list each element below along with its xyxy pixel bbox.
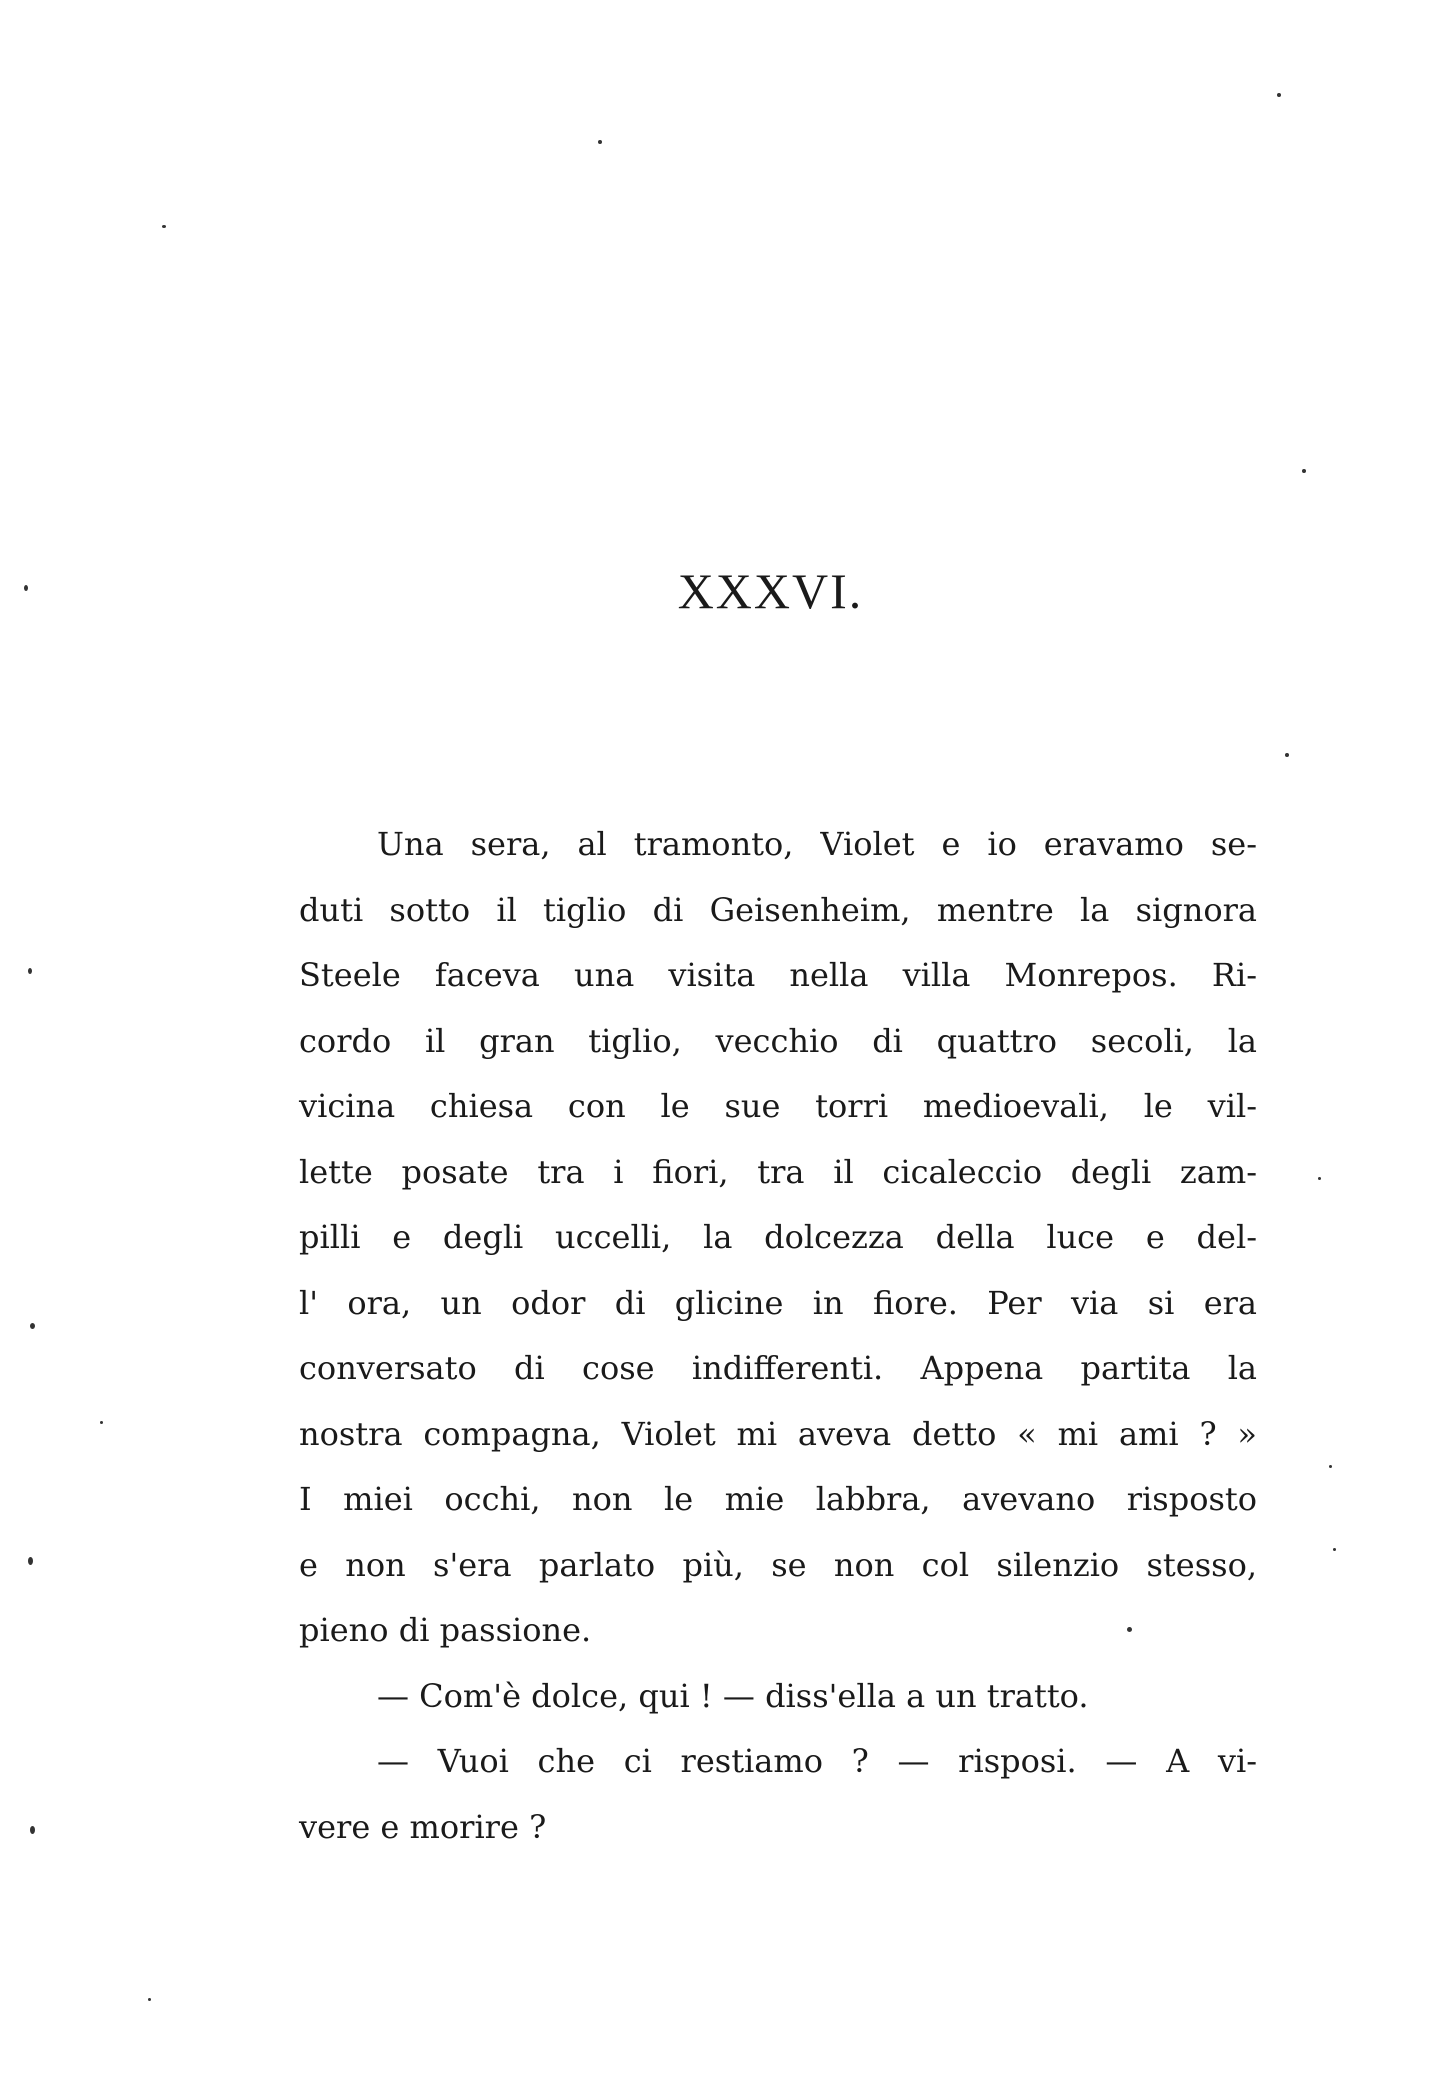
- text-line: pieno di passione.: [299, 1611, 592, 1649]
- speck: [24, 585, 28, 591]
- text-line: duti sotto il tiglio di Geisenheim, mentre la signora: [299, 890, 1257, 929]
- speck: [30, 1826, 35, 1834]
- chapter-title: XXXVI.: [677, 563, 864, 619]
- body-text: [299, 812, 1257, 1860]
- text-line: lette posate tra i fiori, tra il cicaleccio degli zam-: [299, 1152, 1257, 1191]
- speck: [1318, 1177, 1321, 1180]
- text-line: vicina chiesa con le sue torri medioevali, le vil-: [299, 1087, 1257, 1125]
- text-line: nostra compagna, Violet mi aveva detto « mi ami ? »: [299, 1414, 1257, 1453]
- speck: [598, 140, 602, 144]
- speck: [162, 225, 166, 228]
- speck: [1302, 469, 1306, 473]
- speck: [1333, 1548, 1336, 1551]
- speck: [1127, 1627, 1132, 1632]
- text-line: pilli e degli uccelli, la dolcezza della luce e del-: [299, 1218, 1257, 1256]
- speck: [100, 1421, 103, 1424]
- text-line: cordo il gran tiglio, vecchio di quattro secoli, la: [299, 1021, 1257, 1060]
- text-line: e non s'era parlato più, se non col silenzio stesso,: [299, 1545, 1257, 1584]
- text-line: Steele faceva una visita nella villa Monrepos. Ri-: [299, 956, 1257, 994]
- dialogue-line: — Vuoi che ci restiamo ? — risposi. — A vi-: [377, 1742, 1257, 1780]
- speck: [1277, 93, 1281, 97]
- speck: [1285, 753, 1289, 757]
- paragraph: [299, 812, 1257, 1664]
- speck: [28, 968, 32, 974]
- text-line: Una sera, al tramonto, Violet e io eravamo se-: [377, 825, 1257, 863]
- text-line: conversato di cose indifferenti. Appena partita la: [299, 1349, 1257, 1387]
- dialogue-line: — Com'è dolce, qui ! — diss'ella a un tratto.: [377, 1676, 1089, 1715]
- text-line: I miei occhi, non le mie labbra, avevano risposto: [299, 1480, 1257, 1518]
- speck: [30, 1323, 35, 1329]
- dialogue: [299, 1664, 1257, 1861]
- speck: [28, 1557, 33, 1565]
- speck: [1329, 1465, 1332, 1468]
- speck: [148, 1998, 151, 2001]
- dialogue-line: vere e morire ?: [299, 1807, 547, 1846]
- text-line: l' ora, un odor di glicine in fiore. Per via si era: [299, 1283, 1257, 1322]
